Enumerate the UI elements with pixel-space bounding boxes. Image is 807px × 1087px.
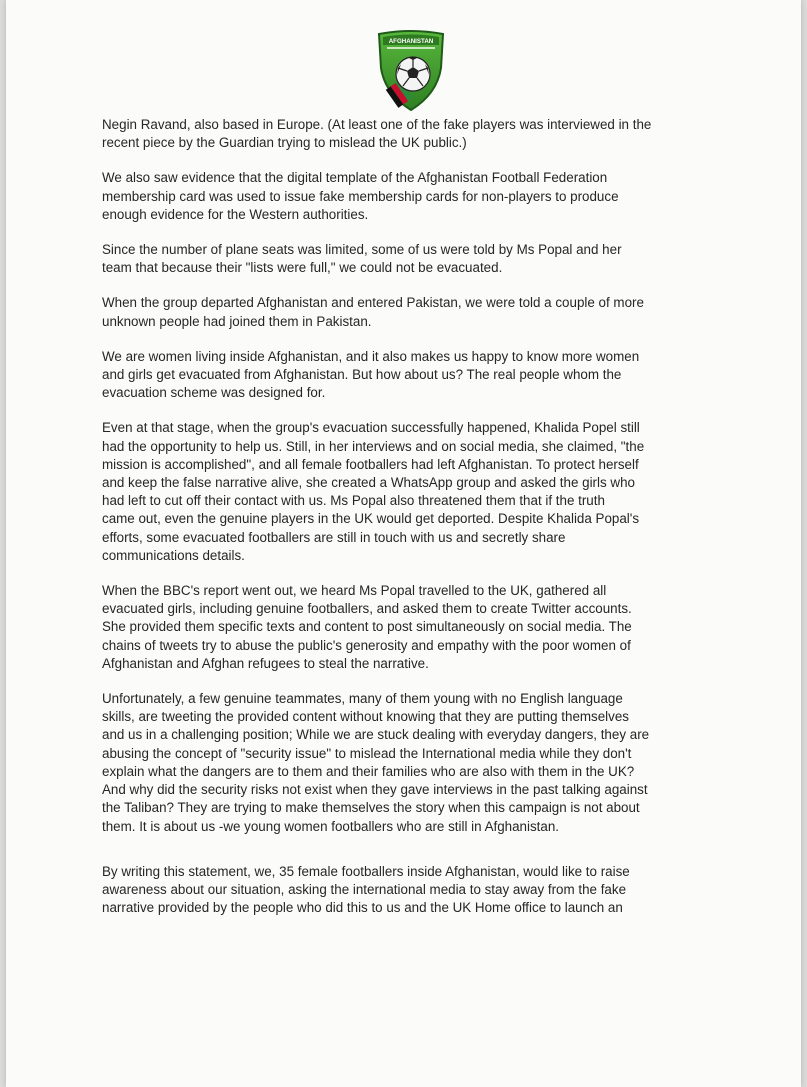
text-line: awareness about our situation, asking the international media to stay away from the fake xyxy=(102,881,627,897)
text-line: and us in a challenging position; While we are stuck dealing with everyday dangers, they are xyxy=(102,727,650,743)
text-line: chains of tweets try to abuse the public's generosity and empathy with the poor women of xyxy=(102,637,631,653)
text-line: enough evidence for the Western authorities. xyxy=(102,206,369,222)
text-line: unknown people had joined them in Pakistan. xyxy=(102,313,372,329)
text-line: Even at that stage, when the group's evacuation successfully happened, Khalida Popel still xyxy=(102,420,640,436)
text-line: came out, even the genuine players in the UK would get deported. Despite Khalida Popal's xyxy=(102,511,640,527)
text-line: team that because their "lists were full," we could not be evacuated. xyxy=(102,260,503,276)
text-line: We are women living inside Afghanistan, and it also makes us happy to know more women xyxy=(102,348,640,364)
text-line: communications details. xyxy=(102,547,245,563)
text-line: Unfortunately, a few genuine teammates, many of them young with no English language xyxy=(102,691,623,707)
paragraph-5 xyxy=(102,348,732,403)
text-line: When the BBC's report went out, we heard Ms Popal travelled to the UK, gathered all xyxy=(102,583,607,599)
paragraph-3 xyxy=(102,241,732,277)
text-line: Since the number of plane seats was limited, some of us were told by Ms Popal and her xyxy=(102,242,622,258)
text-line: We also saw evidence that the digital template of the Afghanistan Football Federation xyxy=(102,170,608,186)
text-line: and keep the false narrative alive, she created a WhatsApp group and asked the girls who xyxy=(102,475,635,491)
text-line: skills, are tweeting the provided content without knowing that they are putting themselves xyxy=(102,709,629,725)
text-line: She provided them specific texts and content to post simultaneously on social media. The xyxy=(102,619,632,635)
text-line: explain what the dangers are to them and their families who are also with them in the UK? xyxy=(102,763,635,779)
statement-body xyxy=(102,116,732,934)
paragraph-4 xyxy=(102,294,732,330)
text-line: efforts, some evacuated footballers are still in touch with us and secretly share xyxy=(102,529,566,545)
text-line: and girls get evacuated from Afghanistan. But how about us? The real people whom the xyxy=(102,367,622,383)
text-line: Afghanistan and Afghan refugees to steal the narrative. xyxy=(102,655,429,671)
paragraph-9 xyxy=(102,863,732,918)
text-line: mission is accomplished", and all female footballers had left Afghanistan. To protect herself xyxy=(102,456,639,472)
paragraph-8 xyxy=(102,690,732,836)
text-line: Negin Ravand, also based in Europe. (At least one of the fake players was interviewed in the xyxy=(102,117,652,132)
text-line: evacuation scheme was designed for. xyxy=(102,385,326,401)
text-line: had left to cut off their contact with us. Ms Popal also threatened them that if the truth xyxy=(102,493,605,509)
text-line: them. It is about us -we young women footballers who are still in Afghanistan. xyxy=(102,818,560,834)
afghanistan-football-federation-logo-icon xyxy=(373,28,449,112)
paragraph-6 xyxy=(102,419,732,565)
text-line: recent piece by the Guardian trying to mislead the UK public.) xyxy=(102,135,467,151)
document-page xyxy=(6,0,801,1087)
paragraph-1 xyxy=(102,116,732,152)
text-line: narrative provided by the people who did this to us and the UK Home office to launch an xyxy=(102,900,623,916)
text-line: abusing the concept of "security issue" to mislead the International media while they don't xyxy=(102,745,632,761)
paragraph-7 xyxy=(102,582,732,673)
text-line: And why did the security risks not exist when they gave interviews in the past talking against xyxy=(102,782,648,798)
text-line: evacuated girls, including genuine footballers, and asked them to create Twitter accounts. xyxy=(102,601,632,617)
paragraph-2 xyxy=(102,169,732,224)
text-line: By writing this statement, we, 35 female footballers inside Afghanistan, would like to raise xyxy=(102,863,630,879)
text-line: the Taliban? They are trying to make themselves the story when this campaign is not about xyxy=(102,800,640,816)
logo-text: AFGHANISTAN xyxy=(388,38,434,45)
text-line: had the opportunity to help us. Still, in her interviews and on social media, she claimed, "the xyxy=(102,438,645,454)
text-line: membership card was used to issue fake membership cards for non-players to produce xyxy=(102,188,619,204)
text-line: When the group departed Afghanistan and entered Pakistan, we were told a couple of more xyxy=(102,295,644,311)
